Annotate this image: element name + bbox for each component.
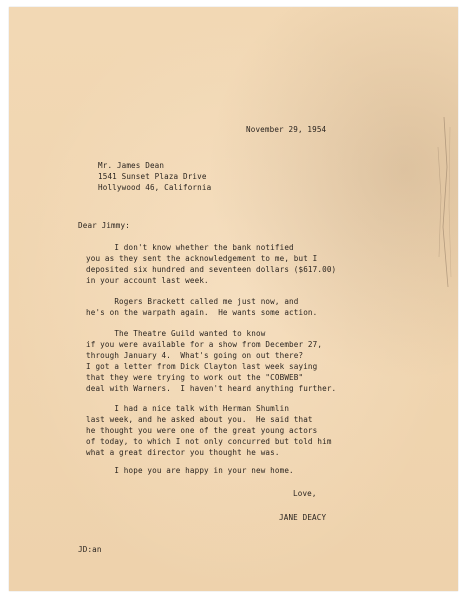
letter-date: November 29, 1954 [246, 125, 327, 134]
paragraph-line: that they were trying to work out the "COBWEB" [86, 373, 304, 382]
closing: Love, [293, 489, 317, 498]
paper-wear-marks [414, 107, 454, 307]
paragraph-line: what a great director you thought he was. [86, 448, 280, 457]
paragraph-line: he's on the warpath again. He wants some action. [86, 308, 318, 317]
recipient-city: Hollywood 46, California [98, 183, 212, 192]
recipient-name: Mr. James Dean [98, 161, 165, 170]
paragraph-line: deal with Warners. I haven't heard anything further. [86, 384, 337, 393]
paragraph-line: I hope you are happy in your new home. [86, 466, 294, 475]
paragraph-line: you as they sent the acknowledgement to me, but I [86, 254, 318, 263]
paragraph-line: deposited six hundred and seventeen dollars ($617.00) [86, 265, 337, 274]
paragraph-line: I don't know whether the bank notified [86, 243, 294, 252]
paragraph-line: The Theatre Guild wanted to know [86, 329, 266, 338]
paragraph-line: Rogers Brackett called me just now, and [86, 297, 299, 306]
paragraph-line: through January 4. What's going on out there? [86, 351, 304, 360]
recipient-street: 1541 Sunset Plaza Drive [98, 172, 207, 181]
paragraph-line: in your account last week. [86, 276, 209, 285]
letter-page [9, 7, 458, 591]
paragraph-line: if you were available for a show from December 27, [86, 340, 323, 349]
salutation: Dear Jimmy: [78, 221, 130, 230]
paragraph-line: I got a letter from Dick Clayton last week saying [86, 362, 318, 371]
signature-block: JANE DEACY [279, 513, 327, 522]
paragraph-line: he thought you were one of the great young actors [86, 426, 318, 435]
paragraph-line: I had a nice talk with Herman Shumlin [86, 404, 290, 413]
paragraph-line: last week, and he asked about you. He said that [86, 415, 313, 424]
paragraph-line: of today, to which I not only concurred but told him [86, 437, 332, 446]
reference-initials: JD:an [78, 545, 102, 554]
